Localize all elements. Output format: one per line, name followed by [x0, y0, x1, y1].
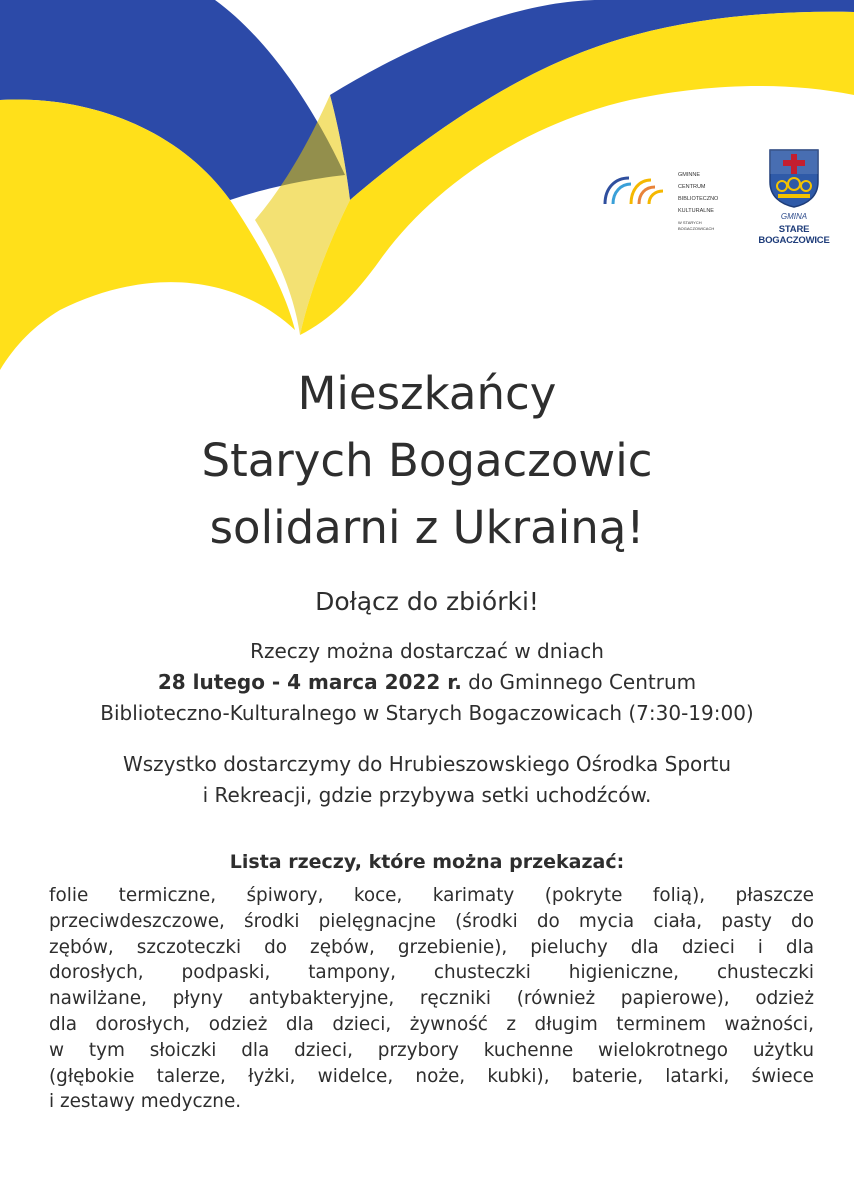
- gcbk-rainbow-icon: [603, 172, 673, 206]
- title-line-2: Starych Bogaczowic: [201, 434, 653, 487]
- items-line: (głębokie talerze, łyżki, widelce, noże, kubki), baterie, latarki, świece: [49, 1065, 814, 1087]
- items-line: nawilżane, płyny antybakteryjne, ręczniki (również papierowe), odzież: [49, 988, 814, 1010]
- list-heading: Lista rzeczy, które można przekazać:: [229, 851, 625, 873]
- gcbk-logo-text: GMINNE CENTRUM BIBLIOTECZNO KULTURALNE W STARYCH BOGACZOWICACH: [678, 172, 719, 231]
- items-line: zębów, szczoteczki do zębów, grzebienie), pieluchy dla dzieci i dla: [49, 936, 814, 958]
- title-line-3: solidarni z Ukrainą!: [209, 501, 645, 554]
- delivery-line-2: [0, 667, 854, 698]
- page-title: [0, 360, 854, 561]
- items-line: dla dorosłych, odzież dla dzieci, żywność z długim terminem ważności,: [49, 1013, 814, 1035]
- gmina-logo: [748, 148, 840, 246]
- delivery-line-1: Rzeczy można dostarczać w dniach: [250, 639, 604, 663]
- delivery-info: [0, 636, 854, 729]
- gmina-word: GMINA: [780, 212, 808, 221]
- items-line: w tym słoiczki dla dzieci, przybory kuchenne wielokrotnego użytku: [49, 1039, 814, 1061]
- items-line: i zestawy medyczne.: [49, 1091, 242, 1113]
- destination-info: [0, 749, 854, 811]
- destination-line-1: Wszystko dostarczymy do Hrubieszowskiego Ośrodka Sportu: [122, 752, 732, 776]
- delivery-line-3: Biblioteczno-Kulturalnego w Starych Bogaczowicach (7:30-19:00): [100, 701, 754, 725]
- destination-line-2: i Rekreacji, gdzie przybywa setki uchodźców.: [202, 783, 652, 807]
- items-line: przeciwdeszczowe, środki pielęgnacjne (środki do mycia ciała, pasty do: [49, 910, 814, 932]
- delivery-place: do Gminnego Centrum: [461, 670, 697, 694]
- coat-of-arms-icon: [768, 148, 820, 208]
- gmina-name: STARE BOGACZOWICE: [758, 224, 830, 246]
- title-line-1: Mieszkańcy: [297, 367, 557, 420]
- gcbk-logo: [603, 166, 733, 231]
- delivery-dates: 28 lutego - 4 marca 2022 r.: [157, 670, 462, 694]
- items-line: dorosłych, podpaski, tampony, chusteczki higieniczne, chusteczki: [49, 962, 814, 984]
- items-list: [49, 883, 814, 1115]
- join-heading: Dołącz do zbiórki!: [315, 587, 539, 616]
- items-line: folie termiczne, śpiwory, koce, karimaty (pokryte folią), płaszcze: [49, 885, 814, 906]
